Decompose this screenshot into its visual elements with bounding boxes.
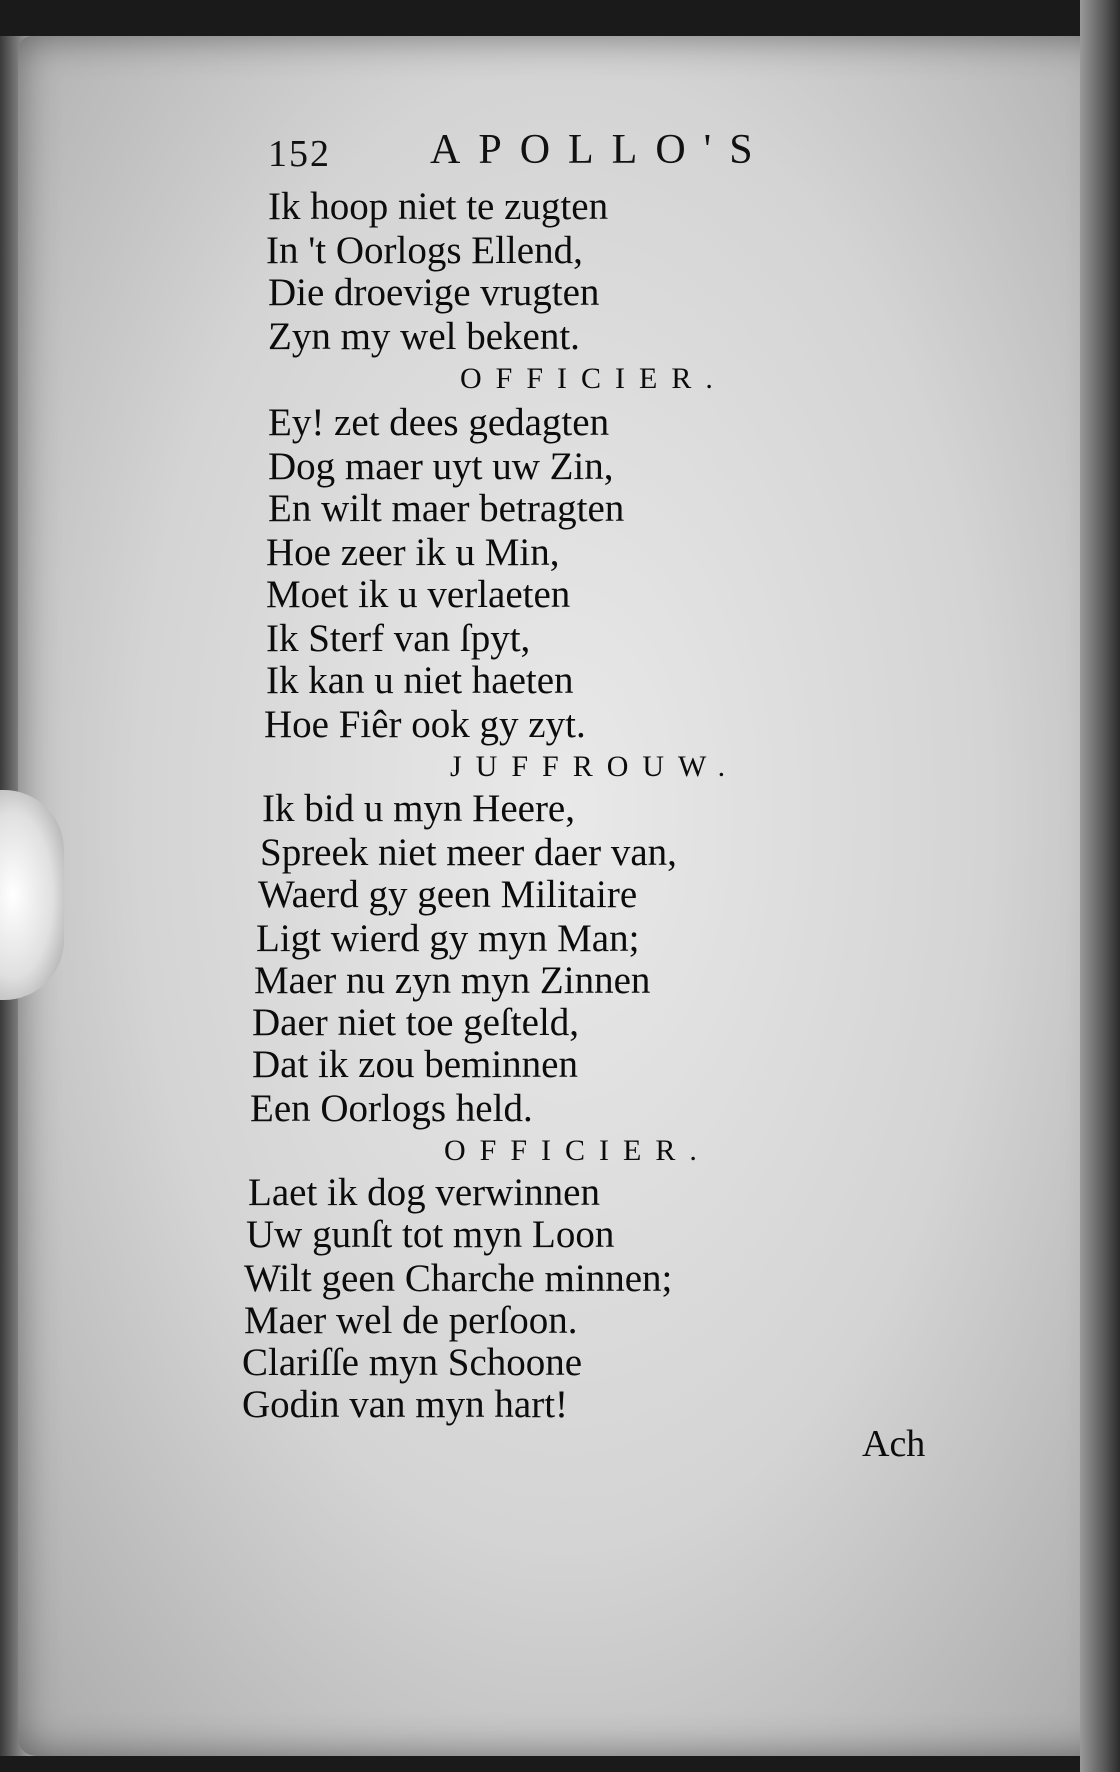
verse-line: Spreek niet meer daer van, [260, 831, 677, 874]
verse-line: Dat ik zou beminnen [252, 1043, 578, 1086]
verse-line: Waerd gy geen Militaire [258, 873, 638, 916]
verse-line: Maer wel de perſoon. [244, 1299, 578, 1342]
verse-line: Clariſſe myn Schoone [242, 1341, 583, 1384]
page-number: 152 [268, 133, 331, 175]
verse-line: In 't Oorlogs Ellend, [266, 229, 583, 272]
verse-line: Laet ik dog verwinnen [248, 1171, 600, 1214]
verse-line: Ik Sterf van ſpyt, [266, 617, 531, 660]
verse-line: Ligt wierd gy myn Man; [256, 917, 640, 960]
verse-line: Ik kan u niet haeten [266, 659, 574, 702]
verse-line: Dog maer uyt uw Zin, [268, 445, 614, 488]
verse-line: Zyn my wel bekent. [268, 315, 580, 358]
catchword: Ach [862, 1423, 926, 1465]
verse-line: Die droevige vrugten [268, 271, 600, 314]
speaker-heading: OFFICIER. [460, 362, 727, 395]
verse-line: Ik bid u myn Heere, [262, 787, 575, 830]
page-header [268, 126, 788, 182]
holding-thumb [0, 790, 64, 1000]
verse-line: Uw gunſt tot myn Loon [246, 1213, 615, 1256]
verse-line: Moet ik u verlaeten [266, 573, 571, 616]
verse-line: Ey! zet dees gedagten [268, 401, 610, 444]
verse-line: Een Oorlogs held. [250, 1087, 533, 1130]
verse-line: Hoe Fiêr ook gy zyt. [264, 703, 586, 746]
speaker-heading: OFFICIER. [444, 1134, 711, 1167]
verse-line: Ik hoop niet te zugten [268, 185, 609, 228]
running-title: APOLLO'S [430, 127, 771, 173]
verse-line: Hoe zeer ik u Min, [266, 531, 560, 574]
verse-line: Daer niet toe geſteld, [252, 1001, 580, 1044]
verse-line: Godin van myn hart! [242, 1383, 569, 1426]
verse-line: En wilt maer betragten [268, 487, 625, 530]
verse-line: Wilt geen Charche minnen; [244, 1257, 673, 1300]
speaker-heading: JUFFROUW. [450, 750, 740, 783]
page-edge [1080, 0, 1120, 1772]
verse-line: Maer nu zyn myn Zinnen [254, 959, 651, 1002]
